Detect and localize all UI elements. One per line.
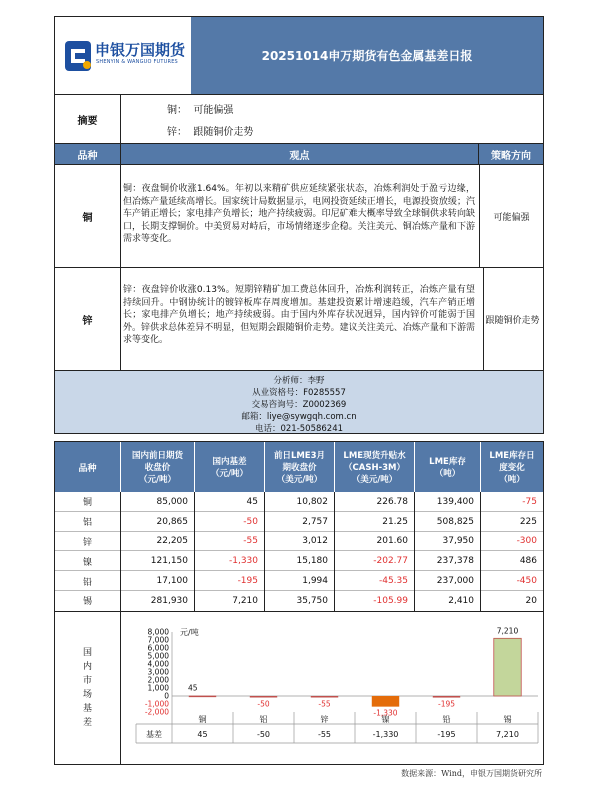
table-cell-basis: -50 xyxy=(195,512,265,532)
bar-铅 xyxy=(433,696,460,698)
chart-side-label: 国 内 市 场 基 差 xyxy=(55,612,121,764)
y-tick-label: -2,000 xyxy=(144,707,169,717)
table-cell-lme-close: 1,994 xyxy=(265,571,335,591)
table-cell-lme-close: 2,757 xyxy=(265,512,335,532)
table-cell-close: 281,930 xyxy=(121,591,195,611)
analyst-trading-license: 交易咨询号：Z0002369 xyxy=(251,400,347,410)
summary-line-zinc: 锌： 跟随铜价走势 xyxy=(167,127,254,138)
view-strategy: 可能偏强 xyxy=(479,165,543,267)
chart-section xyxy=(54,611,544,765)
report-header xyxy=(54,16,544,95)
data-label: -195 xyxy=(437,699,456,709)
basis-bar-chart xyxy=(122,612,543,764)
table-cell-stock: 237,378 xyxy=(415,551,481,571)
table-cell-lme-close: 10,802 xyxy=(265,492,335,512)
table-cell-change: 20 xyxy=(525,595,537,606)
th-lme-spread: LME现货升贴水 （CASH-3M） （美元/吨） xyxy=(335,442,415,492)
table-cell-lme-close: 35,750 xyxy=(265,591,335,611)
data-label: 7,210 xyxy=(496,626,519,636)
logo-mark-icon xyxy=(63,39,93,73)
chart-table-value: 45 xyxy=(197,730,208,739)
y-tick-label: 1,000 xyxy=(147,683,169,693)
table-cell-spread: -45.35 xyxy=(335,571,415,591)
table-cell-stock: 139,400 xyxy=(415,492,481,512)
view-header-row xyxy=(54,143,544,165)
summary-label: 摘要 xyxy=(55,95,121,143)
table-row xyxy=(55,571,543,591)
table-cell-name: 铅 xyxy=(55,571,121,591)
data-label: -55 xyxy=(318,699,331,709)
th-domestic-basis: 国内基差 （元/吨） xyxy=(195,442,265,492)
table-cell-name: 铝 xyxy=(55,512,121,532)
analyst-block xyxy=(54,370,544,434)
x-tick-label: 铝 xyxy=(259,715,268,724)
chart-table-value: -55 xyxy=(317,730,332,739)
table-cell-stock: 508,825 xyxy=(415,512,481,532)
view-text: 锌：夜盘锌价收涨0.13%。短期锌精矿加工费总体回升，冶炼利润转正，冶炼产量有望持续回升。中钢协统计的镀锌板库存周度增加。基建投资累计增速趋缓，汽车产销正增长；家电排产负增长；地产持续疲弱。由于国内外库存状况迥异，国内锌价可能弱于国外。锌供求总体差异不明显，但短期会跟随铜价走势。建议关注美元、冶炼产量和下游需求等变化。 xyxy=(123,285,475,345)
table-row xyxy=(55,512,543,532)
table-cell-close: 121,150 xyxy=(121,551,195,571)
table-row xyxy=(55,492,543,512)
y-tick-label: 5,000 xyxy=(147,651,169,661)
analyst-phone: 电话：021-50586241 xyxy=(254,424,344,434)
view-header-strategy: 策略方向 xyxy=(491,150,531,162)
th-lme-stock: LME库存 （吨） xyxy=(415,442,481,492)
th-domestic-close: 国内前日期货 收盘价 （元/吨） xyxy=(121,442,195,492)
y-tick-label: 7,000 xyxy=(147,635,169,645)
table-cell-name: 锡 xyxy=(55,591,121,611)
view-header-view: 观点 xyxy=(121,144,479,164)
table-cell-spread: 21.25 xyxy=(335,512,415,532)
bar-锡 xyxy=(494,638,521,696)
summary-line-copper: 铜： 可能偏强 xyxy=(167,105,234,116)
table-cell-lme-close: 15,180 xyxy=(265,551,335,571)
table-cell-spread: 226.78 xyxy=(335,492,415,512)
basis-table xyxy=(54,441,544,612)
bar-锌 xyxy=(311,696,338,698)
table-cell-stock: 2,410 xyxy=(415,591,481,611)
data-source: 数据来源：Wind，申银万国期货研究所 xyxy=(401,769,542,778)
logo-text-cn: 申银万国期货 xyxy=(95,41,186,59)
x-tick-label: 锡 xyxy=(503,715,512,724)
table-cell-basis: -1,330 xyxy=(195,551,265,571)
x-tick-label: 铅 xyxy=(442,715,451,724)
bar-镍 xyxy=(372,696,399,707)
chart-table-value: -50 xyxy=(256,730,271,739)
table-row xyxy=(55,551,543,571)
table-cell-basis: -195 xyxy=(195,571,265,591)
table-cell-spread: 201.60 xyxy=(335,532,415,552)
chart-table-value: 7,210 xyxy=(496,730,519,739)
table-cell-basis: 7,210 xyxy=(195,591,265,611)
table-cell-name: 镍 xyxy=(55,551,121,571)
y-axis-unit: 元/吨 xyxy=(180,628,199,637)
table-cell-spread: -202.77 xyxy=(335,551,415,571)
table-cell-basis: 45 xyxy=(195,492,265,512)
summary-section xyxy=(54,94,544,144)
table-row xyxy=(55,532,543,552)
table-cell-stock: 237,000 xyxy=(415,571,481,591)
table-header-row xyxy=(55,442,543,492)
logo xyxy=(55,17,191,94)
table-cell-basis: -55 xyxy=(195,532,265,552)
x-tick-label: 镍 xyxy=(381,715,390,724)
chart-table-value: -195 xyxy=(437,730,456,739)
logo-text-en: SHENYIN & WANGUO FUTURES xyxy=(96,59,178,65)
report-title: 20251014申万期货有色金属基差日报 xyxy=(191,17,543,94)
y-tick-label: 6,000 xyxy=(147,643,169,653)
table-cell-name: 锌 xyxy=(55,532,121,552)
table-cell-change: 486 xyxy=(519,556,537,567)
bar-铜 xyxy=(189,696,216,698)
view-row-zinc xyxy=(54,267,544,371)
table-cell-lme-close: 3,012 xyxy=(265,532,335,552)
x-tick-label: 铜 xyxy=(198,715,207,724)
view-strategy: 跟随铜价走势 xyxy=(483,268,541,370)
table-cell-change: -300 xyxy=(516,536,537,547)
table-cell-close: 22,205 xyxy=(121,532,195,552)
y-tick-label: 2,000 xyxy=(147,675,169,685)
x-tick-label: 锌 xyxy=(320,715,329,724)
chart-table-row-label: 基差 xyxy=(146,730,162,739)
y-tick-label: 3,000 xyxy=(147,667,169,677)
view-row-copper xyxy=(54,164,544,268)
view-header-variety: 品种 xyxy=(55,144,121,164)
table-cell-close: 17,100 xyxy=(121,571,195,591)
table-cell-spread: -105.99 xyxy=(335,591,415,611)
th-lme-stock-change: LME库存日 度变化 （吨） xyxy=(489,451,535,485)
table-cell-close: 20,865 xyxy=(121,512,195,532)
chart-table-value: -1,330 xyxy=(372,730,399,739)
view-text: 铜：夜盘铜价收涨1.64%。年初以来精矿供应延续紧张状态，冶炼利润处于盈亏边缘，但冶炼产量延续高增长。国家统计局数据显示，电网投资延续正增长，电源投资放缓；汽车产销正增长；家电排产负增长；地产持续疲弱。印尼矿难大概率导致全球铜供求转向缺口，长期支撑铜价。中美贸易对峙后，市场情绪逐步企稳。关注美元、铜冶炼产量和下游需求等变化。 xyxy=(123,184,475,244)
analyst-name: 分析师：李野 xyxy=(273,376,325,386)
y-tick-label: 8,000 xyxy=(147,627,169,637)
table-cell-close: 85,000 xyxy=(121,492,195,512)
y-tick-label: 0 xyxy=(164,691,169,701)
y-tick-label: 4,000 xyxy=(147,659,169,669)
view-variety: 锌 xyxy=(55,268,121,370)
th-lme-close: 前日LME3月 期收盘价 （美元/吨） xyxy=(265,442,335,492)
table-cell-stock: 37,950 xyxy=(415,532,481,552)
table-row xyxy=(55,591,543,611)
view-variety: 铜 xyxy=(55,165,121,267)
y-tick-label: -1,000 xyxy=(144,699,169,709)
table-cell-name: 铜 xyxy=(55,492,121,512)
data-label: 45 xyxy=(188,683,198,693)
analyst-license: 从业资格号：F0285557 xyxy=(252,388,346,398)
table-cell-change: -450 xyxy=(516,576,537,587)
th-variety: 品种 xyxy=(55,442,121,492)
analyst-email[interactable]: 邮箱：liye@sywgqh.com.cn xyxy=(241,412,357,422)
bar-铝 xyxy=(250,696,277,698)
data-label: -1,330 xyxy=(373,708,398,718)
data-label: -50 xyxy=(257,699,270,709)
table-cell-change: 225 xyxy=(519,516,537,527)
table-cell-change: -75 xyxy=(522,496,537,507)
table-body xyxy=(55,492,543,611)
